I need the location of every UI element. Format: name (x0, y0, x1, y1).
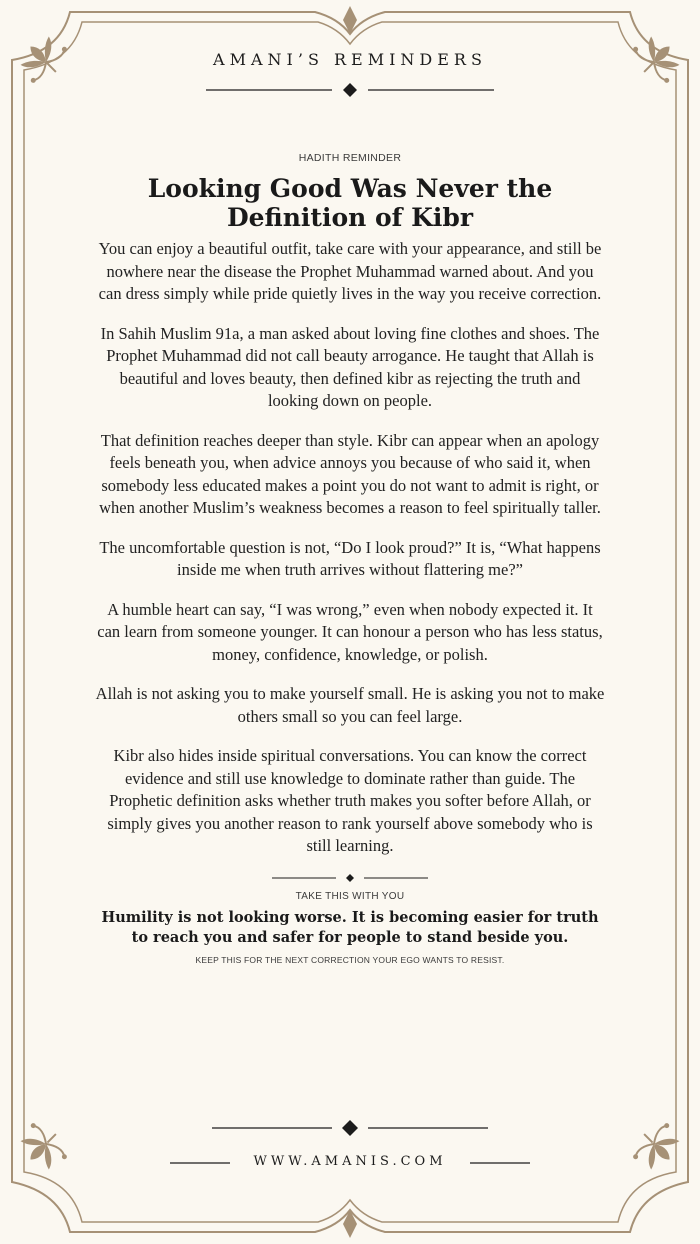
website-link[interactable]: WWW.AMANIS.COM (253, 1154, 447, 1169)
brand-title: AMANI’S REMINDERS (213, 50, 487, 69)
header-divider (0, 78, 700, 102)
article-paragraph: Allah is not asking you to make yourself small. He is asking you not to make others small so you can feel large. (95, 684, 605, 726)
article-title: Looking Good Was Never the Definition of Kibr (147, 174, 553, 232)
article (95, 152, 605, 965)
article-kicker: HADITH REMINDER (298, 152, 402, 164)
article-paragraph: In Sahih Muslim 91a, a man asked about loving fine clothes and shoes. The Prophet Muhammad did not call beauty arrogance. He taught that Allah is beautiful and loves beauty, then defined kibr as rejecting the truth and looking down on people. (100, 323, 600, 410)
article-paragraph: Kibr also hides inside spiritual conversations. You can know the correct evidence and still use knowledge to dominate rather than guide. The Prophetic definition asks whether truth makes you softer before Allah, or simply gives you another reason to rank yourself above somebody who is still learning. (107, 746, 593, 855)
article-paragraph: That definition reaches deeper than style. Kibr can appear when an apology feels beneath you, when advice annoys you because of who said it, when somebody less educated makes a point you do not want to admit is right, or when another Muslim’s weakness becomes a reason to feel spiritually taller. (99, 430, 601, 517)
article-paragraph: A humble heart can say, “I was wrong,” even when nobody expected it. It can learn from someone younger. It can honour a person who has less status, money, confidence, knowledge, or polish. (97, 599, 603, 664)
takeaway-text: Humility is not looking worse. It is becoming easier for truth to reach you and safer for people to stand beside you. (101, 908, 599, 946)
takeaway-label: TAKE THIS WITH YOU (295, 890, 405, 902)
takeaway-note: KEEP THIS FOR THE NEXT CORRECTION YOUR EGO WANTS TO RESIST. (195, 954, 505, 965)
article-paragraph: You can enjoy a beautiful outfit, take care with your appearance, and still be nowhere near the disease the Prophet Muhammad warned about. And you can dress simply while pride quietly lives in the way you receive correction. (98, 239, 602, 303)
article-paragraph: The uncomfortable question is not, “Do I look proud?” It is, “What happens inside me when truth arrives without flattering me?” (99, 537, 601, 579)
section-divider (95, 871, 605, 885)
footer-divider (0, 1116, 700, 1140)
